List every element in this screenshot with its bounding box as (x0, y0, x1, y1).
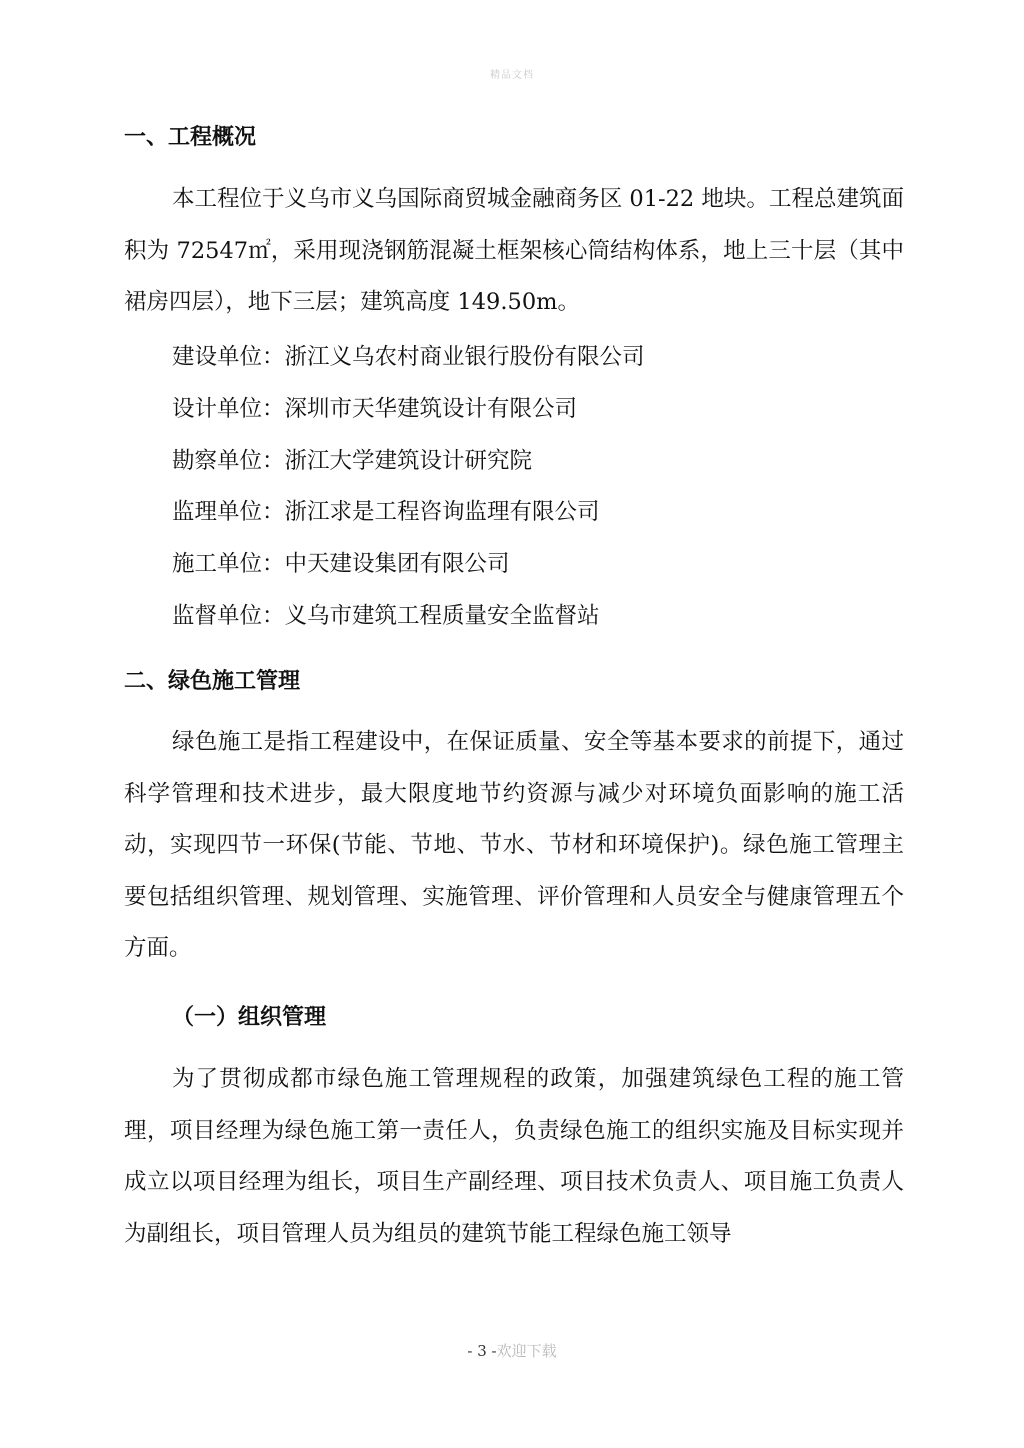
page-number: - 3 - (467, 1342, 497, 1360)
section2-sub-paragraph: 为了贯彻成都市绿色施工管理规程的政策，加强建筑绿色工程的施工管理，项目经理为绿色施工第一责任人，负责绿色施工的组织实施及目标实现并成立以项目经理为组长，项目生产副经理、项目技术负责人、项目施工负责人为副组长，项目管理人员为组员的建筑节能工程绿色施工领导 (124, 1066, 904, 1247)
unit-supervision: 监理单位：浙江求是工程咨询监理有限公司 (172, 499, 600, 525)
section2-paragraph: 绿色施工是指工程建设中，在保证质量、安全等基本要求的前提下，通过科学管理和技术进步，最大限度地节约资源与减少对环境负面影响的施工活动，实现四节一环保(节能、节地、节水、节材和环境保护)。绿色施工管理主要包括组织管理、规划管理、实施管理、评价管理和人员安全与健康管理五个方面。 (124, 729, 904, 962)
unit-survey: 勘察单位：浙江大学建筑设计研究院 (172, 448, 533, 474)
unit-contractor: 施工单位：中天建设集团有限公司 (172, 551, 510, 577)
page-footer (0, 1340, 1024, 1361)
section1-intro: 本工程位于义乌市义乌国际商贸城金融商务区 01-22 地块。工程总建筑面积为 72547㎡，采用现浇钢筋混凝土框架核心筒结构体系，地上三十层（其中裙房四层），地下三层；建筑高度 149.50m。 (124, 186, 904, 316)
footer-watermark: 欢迎下载 (496, 1342, 557, 1360)
section2-heading: 二、绿色施工管理 (124, 669, 301, 694)
section2-sub-heading: （一）组织管理 (172, 1005, 327, 1030)
unit-designer: 设计单位：深圳市天华建筑设计有限公司 (172, 396, 578, 422)
unit-construction-owner: 建设单位：浙江义乌农村商业银行股份有限公司 (172, 344, 645, 370)
header-watermark: 精品文档 (490, 70, 534, 81)
section1-heading: 一、工程概况 (124, 125, 257, 150)
unit-inspection: 监督单位：义乌市建筑工程质量安全监督站 (172, 603, 600, 629)
